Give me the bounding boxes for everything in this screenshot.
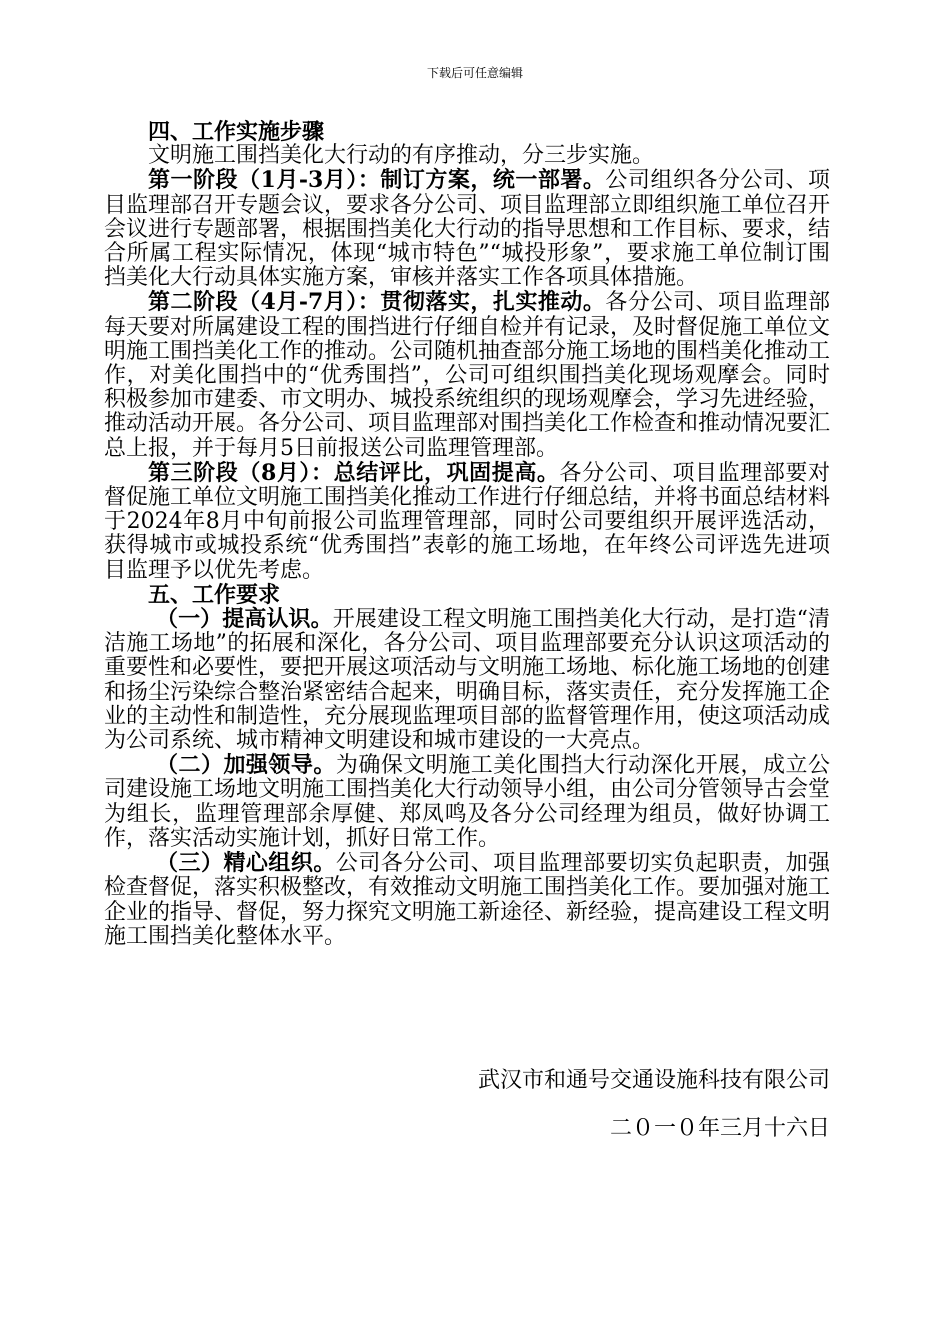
stage-one-body: 公司组织各分公司、项目监理部召开专题会议，要求各分公司、项目监理部立即组织施工单位召开会议进行专题部署，根据围挡美化大行动的指导思想和工作目标、要求，结合所属工程实际情况，体现“城市特色”“城投形象”，要求施工单位制订围挡美化大行动具体实施方案，审核并落实工作各项具体措施。 [104,168,831,291]
stage-two-paragraph [104,290,830,460]
requirement-three-paragraph [104,851,830,949]
requirement-two-lead: （二）加强领导。 [156,752,336,779]
signature-company: 武汉市和通号交通设施科技有限公司 [477,1068,830,1093]
section-four-intro: 文明施工围挡美化大行动的有序推动，分三步实施。 [148,143,655,169]
page-header-note: 下载后可任意编辑 [426,66,523,80]
stage-three-lead: 第三阶段（8月）：总结评比，巩固提高。 [148,459,560,486]
stage-one-paragraph [104,168,830,290]
requirement-three-lead: （三）精心组织。 [156,850,336,877]
stage-one-lead: 第一阶段（1月-3月）：制订方案，统一部署。 [148,167,606,194]
requirement-one-lead: （一）提高认识。 [156,606,333,633]
requirement-two-paragraph [104,753,830,851]
stage-two-lead: 第二阶段（4月-7月）：贯彻落实，扎实推动。 [148,289,606,316]
document-body [104,120,830,949]
stage-two-body: 各分公司、项目监理部每天要对所属建设工程的围挡进行仔细自检并有记录，及时督促施工单位文明施工围挡美化工作的推动。公司随机抽查部分施工场地的围档美化推动工作，对美化围挡中的“优秀围挡”，公司可组织围挡美化现场观摩会。同时积极参加市建委、市文明办、城投系统组织的现场观摩会，学习先进经验，推动活动开展。各分公司、项目监理部对围挡美化工作检查和推动情况要汇总上报，并于每月5日前报送公司监理管理部。 [104,290,831,461]
stage-three-paragraph [104,461,830,583]
section-four-title: 四、工作实施步骤 [148,119,325,145]
requirement-one-paragraph [104,607,830,753]
stage-three-body: 各分公司、项目监理部要对督促施工单位文明施工围挡美化推动工作进行仔细总结，并将书面总结材料于2024年8月中旬前报公司监理管理部，同时公司要组织开展评选活动，获得城市或城投系统“优秀围挡”表彰的施工场地，在年终公司评选先进项目监理予以优先考虑。 [104,460,831,583]
requirement-two-body: 为确保文明施工美化围挡大行动深化开展，成立公司建设施工场地文明施工围挡美化大行动领导小组，由公司分管领导古会堂为组长，监理管理部余厚健、郑凤鸣及各分公司经理为组员，做好协调工作，落实活动实施计划，抓好日常工作。 [104,753,831,851]
signature-date: 二０一０年三月十六日 [609,1116,830,1141]
requirement-three-body: 公司各分公司、项目监理部要切实负起职责，加强检查督促，落实积极整改，有效推动文明施工围挡美化工作。要加强对施工企业的指导、督促，努力探究文明施工新途径、新经验，提高建设工程文明施工围挡美化整体水平。 [104,851,831,949]
section-five-title: 五、工作要求 [148,581,281,608]
requirement-one-body: 开展建设工程文明施工围挡美化大行动，是打造“清洁施工场地”的拓展和深化，各分公司、项目监理部要充分认识这项活动的重要性和必要性，要把开展这项活动与文明施工场地、标化施工场地的创建和扬尘污染综合整治紧密结合起来，明确目标，落实责任，充分发挥施工企业的主动性和制造性，充分展现监理项目部的监督管理作用，使这项活动成为公司系统、城市精神文明建设和城市建设的一大亮点。 [104,607,831,754]
